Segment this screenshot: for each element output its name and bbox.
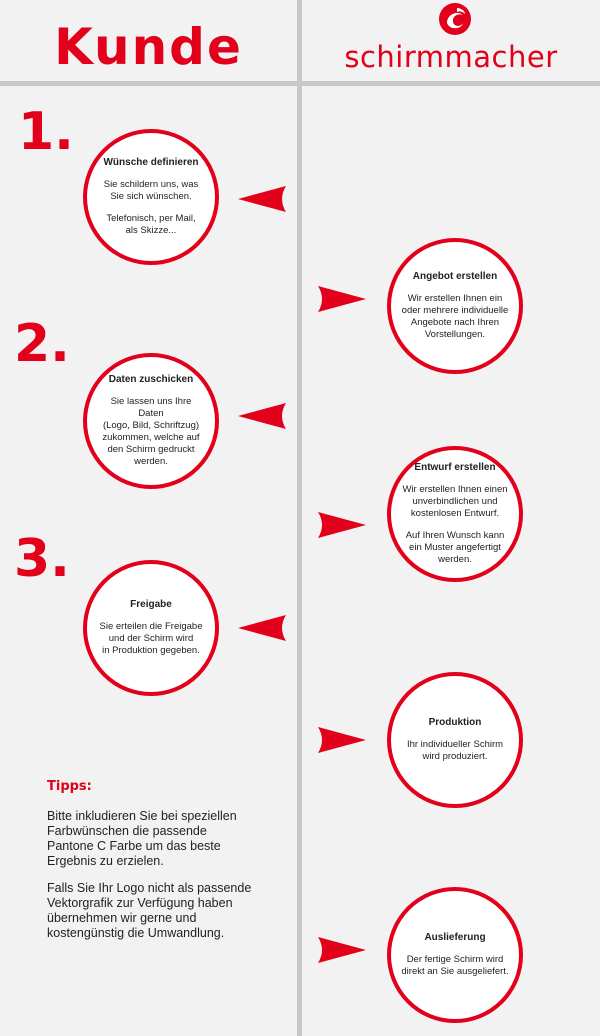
circle-angebot-erstellen	[387, 238, 523, 374]
step-number-1: 1.	[18, 102, 74, 162]
tipps-paragraph-1: Bitte inkludieren Sie bei speziellen Farbwünschen die passende Pantone C Farbe um das beste Ergebnis zu erzielen.	[47, 809, 237, 868]
arrow-right-icon	[318, 512, 366, 538]
circle-title: Freigabe	[130, 599, 172, 610]
circle-title: Auslieferung	[424, 932, 486, 943]
circle-text: Ihr individueller Schirm wird produziert.	[406, 739, 504, 762]
header-divider	[0, 81, 600, 86]
circle-wuensche-definieren	[83, 129, 219, 265]
arrow-right-icon	[318, 286, 366, 312]
step-number-2: 2.	[14, 314, 70, 374]
circle-freigabe	[83, 560, 219, 696]
circle-title: Wünsche definieren	[103, 157, 199, 168]
vertical-divider	[297, 0, 302, 1036]
step-number-3: 3.	[14, 529, 70, 589]
circle-entwurf-erstellen	[387, 446, 523, 582]
arrow-right-icon	[318, 727, 366, 753]
circle-title: Daten zuschicken	[108, 374, 194, 385]
arrow-left-icon	[238, 403, 286, 429]
kunde-title: Kunde	[54, 18, 243, 76]
circle-text: Wir erstellen Ihnen ein oder mehrere individuelle Angebote nach Ihren Vorstellungen.	[401, 293, 509, 340]
circle-produktion	[387, 672, 523, 808]
circle-title: Produktion	[428, 717, 482, 728]
circle-text: Sie erteilen die Freigabe und der Schirm wird in Produktion gegeben.	[99, 621, 203, 656]
circle-text: Der fertige Schirm wird direkt an Sie ausgeliefert.	[401, 954, 509, 977]
circle-auslieferung	[387, 887, 523, 1023]
brand-header	[302, 0, 600, 81]
circle-title: Entwurf erstellen	[414, 462, 496, 473]
circle-text-secondary: Telefonisch, per Mail, als Skizze...	[106, 213, 196, 236]
arrow-left-icon	[238, 186, 286, 212]
arrow-right-icon	[318, 937, 366, 963]
circle-daten-zuschicken	[83, 353, 219, 489]
tipps-paragraph-2: Falls Sie Ihr Logo nicht als passende Vektorgrafik zur Verfügung haben übernehmen wir gerne und kostengünstig die Umwandlung.	[47, 881, 252, 940]
tipps-title: Tipps:	[47, 779, 92, 794]
arrow-left-icon	[238, 615, 286, 641]
brand-name: schirmmacher	[344, 40, 558, 74]
swirl-logo-icon	[438, 2, 472, 36]
circle-text: Sie schildern uns, was Sie sich wünschen.	[103, 179, 199, 202]
circle-text: Sie lassen uns Ihre Daten (Logo, Bild, Schriftzug) zukommen, welche auf den Schirm gedruckt werden.	[102, 396, 200, 467]
circle-title: Angebot erstellen	[412, 271, 498, 282]
circle-text: Wir erstellen Ihnen einen unverbindlichen und kostenlosen Entwurf.	[402, 484, 508, 519]
circle-text-secondary: Auf Ihren Wunsch kann ein Muster angefertigt werden.	[405, 530, 505, 565]
